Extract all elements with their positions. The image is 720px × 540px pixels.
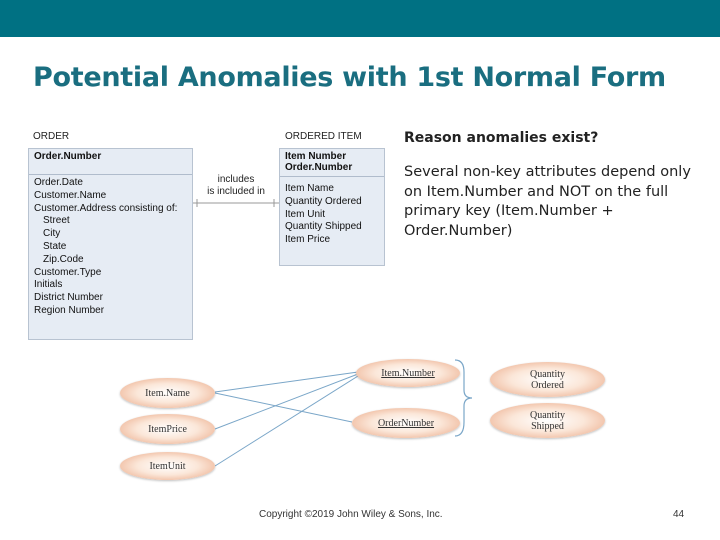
order-primary-key: Order.Number [34, 151, 102, 162]
page-number: 44 [673, 509, 685, 520]
order-attribute: Street [43, 215, 70, 227]
ordered-item-key-1: Item Number [285, 151, 347, 162]
bubble-item-price: ItemPrice [120, 414, 215, 444]
order-entity-label: ORDER [33, 131, 70, 142]
bubble-item-number-key: Item.Number [356, 359, 460, 387]
order-attribute: Customer.Address consisting of: [34, 202, 178, 214]
ordered-item-key-2: Order.Number [285, 162, 353, 173]
copyright-notice: Copyright ©2019 John Wiley & Sons, Inc. [259, 509, 443, 520]
bubble-order-number-key: OrderNumber [352, 408, 460, 438]
order-attribute: Order.Date [34, 177, 83, 188]
relationship-reverse-label: is included in [207, 186, 265, 197]
order-attribute: Zip.Code [43, 253, 84, 265]
ordered-item-attribute: Item Unit [285, 208, 326, 220]
bubble-quantity-shipped: Quantity Shipped [490, 403, 605, 438]
bubble-item-name: Item.Name [120, 378, 215, 408]
ordered-item-entity-label: ORDERED ITEM [285, 131, 362, 142]
order-attribute: Customer.Type [34, 266, 102, 278]
relationship-forward-label: includes [217, 174, 255, 185]
order-attribute: Initials [34, 279, 63, 291]
ordered-item-attribute: Item Price [285, 234, 331, 246]
dep-line-itemname-order [215, 393, 352, 422]
ordered-item-attribute: Item Name [285, 183, 334, 194]
reason-heading: Reason anomalies exist? [404, 130, 599, 146]
ordered-item-attribute: Quantity Ordered [285, 195, 362, 207]
order-attribute: Region Number [34, 304, 105, 316]
reason-description: Several non-key attributes depend only on Item.Number and NOT on the full primary key (Item.Number + Order.Number) [404, 164, 691, 239]
order-attribute: Customer.Name [34, 189, 107, 201]
order-attribute: District Number [34, 292, 103, 304]
bubble-quantity-ordered: Quantity Ordered [490, 362, 605, 397]
order-attribute: State [43, 240, 67, 252]
bubble-item-unit: ItemUnit [120, 452, 215, 480]
ordered-item-attribute: Quantity Shipped [285, 221, 362, 233]
order-attribute: City [43, 228, 61, 240]
slide-title: Potential Anomalies with 1st Normal Form [33, 62, 666, 93]
